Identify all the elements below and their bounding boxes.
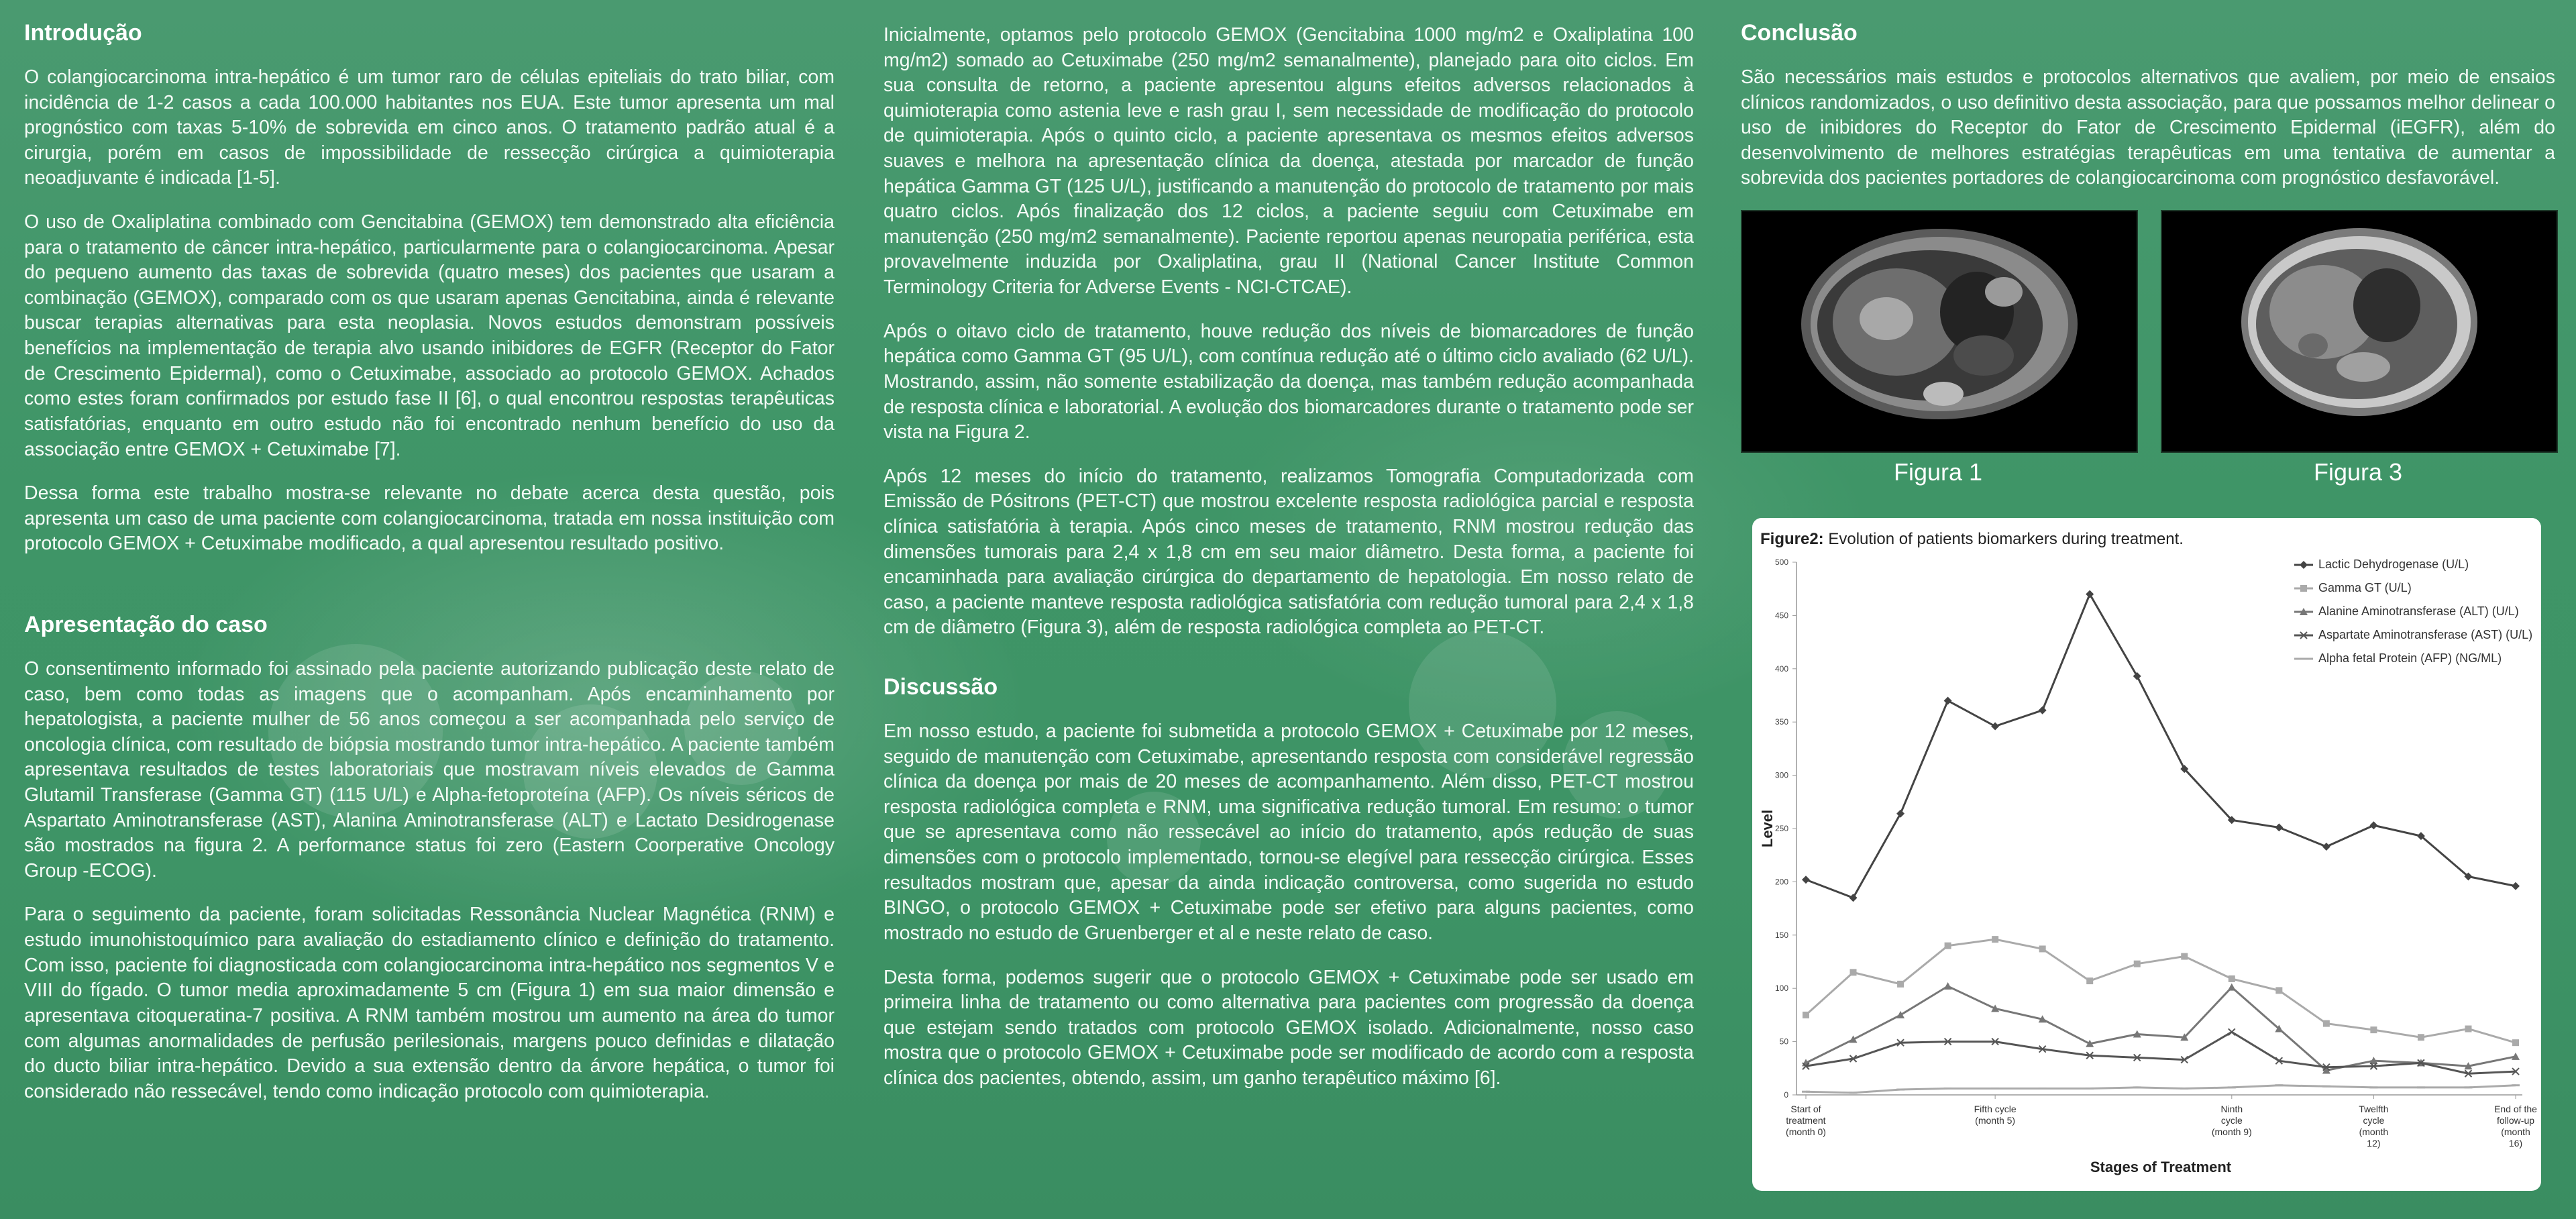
data-point-series-0 bbox=[2369, 821, 2377, 829]
x-tick-label: cycle bbox=[2220, 1115, 2243, 1126]
intro-paragraph-1: O colangiocarcinoma intra-hepático é um tumor raro de células epiteliais do trato biliar, com incidência de 1-2 casos a cada 100.000 habitantes nos EUA. Este tumor apresenta um mal prognóstico com taxas 5-10% de sobrevida em cinco anos. O tratamento padrão atual é a cirurgia, porém em casos de impossibilidade de ressecção cirúrgica a quimioterapia neoadjuvante é indicada [1-5]. bbox=[24, 66, 835, 189]
figure-3-caption: Figura 3 bbox=[2313, 458, 2403, 486]
data-point-series-1 bbox=[2370, 1026, 2377, 1033]
data-point-series-1 bbox=[1992, 936, 1998, 943]
data-point-series-1 bbox=[1850, 969, 1857, 975]
x-tick-label: Start of bbox=[1790, 1104, 1821, 1114]
data-point-series-0 bbox=[1896, 810, 1904, 818]
y-tick-label: 250 bbox=[1774, 824, 1788, 833]
y-tick-label: 0 bbox=[1784, 1090, 1788, 1100]
y-tick-label: 100 bbox=[1774, 984, 1788, 994]
data-point-series-0 bbox=[2086, 590, 2094, 598]
data-point-series-0 bbox=[2275, 823, 2283, 831]
data-point-series-1 bbox=[1803, 1012, 1809, 1018]
data-point-series-0 bbox=[1802, 876, 1810, 884]
series-line-4 bbox=[1806, 1085, 2516, 1093]
x-tick-label: (month bbox=[2359, 1126, 2389, 1137]
y-tick-label: 50 bbox=[1779, 1037, 1788, 1047]
legend-marker bbox=[2300, 585, 2307, 592]
data-point-series-0 bbox=[2322, 843, 2330, 851]
data-point-series-1 bbox=[2418, 1034, 2424, 1041]
data-point-series-1 bbox=[2039, 945, 2046, 952]
x-tick-label: (month 9) bbox=[2211, 1126, 2252, 1137]
section-heading-introducao: Introdução bbox=[24, 20, 142, 46]
y-tick-label: 150 bbox=[1774, 930, 1788, 940]
data-point-series-1 bbox=[2134, 961, 2141, 967]
data-point-series-1 bbox=[2086, 977, 2093, 984]
data-point-series-0 bbox=[1991, 723, 1999, 731]
figure-2-chart bbox=[1752, 518, 2541, 1191]
x-tick-label: Ninth bbox=[2220, 1104, 2243, 1114]
x-tick-label: 16) bbox=[2508, 1138, 2523, 1149]
legend-label: Alpha fetal Protein (AFP) (NG/ML) bbox=[2318, 651, 2502, 665]
data-point-series-1 bbox=[2323, 1020, 2330, 1027]
column-middle bbox=[883, 23, 1694, 1110]
chart-title-label: Figure2: bbox=[1760, 530, 1824, 548]
data-point-series-0 bbox=[1849, 894, 1858, 902]
treatment-paragraph-1: Inicialmente, optamos pelo protocolo GEMOX (Gencitabina 1000 mg/m2 e Oxaliplatina 100 mg/m2) somado ao Cetuximabe (250 mg/m2 semanalmente), planejado para oito ciclos. Em sua consulta de retorno, a paciente apresentou alguns efeitos adversos relacionados à quimioterapia como astenia leve e rash grau I, sem necessidade de modificação do protocolo de quimioterapia. Após o quinto ciclo, a paciente apresentava os mesmos efeitos adversos suaves e melhora na apresentação clínica da doença, atestada por marcador de função hepática Gamma GT (125 U/L), justificando a manutenção do protocolo de tratamento por mais quatro ciclos. Após finalização dos 12 ciclos, a paciente seguiu com Cetuximabe em manutenção (250 mg/m2 semanalmente). Paciente reportou apenas neuropatia periférica, esta provavelmente induzida por Oxaliplatina, grau II (National Cancer Institute Common Terminology Criteria for Adverse Events - NCI-CTCAE). bbox=[883, 24, 1694, 299]
data-point-series-0 bbox=[1944, 696, 1952, 704]
y-axis-label: Level bbox=[1759, 809, 1776, 848]
y-tick-label: 500 bbox=[1774, 558, 1788, 567]
intro-paragraph-2: O uso de Oxaliplatina combinado com Gencitabina (GEMOX) tem demonstrado alta eficiência para o tratamento de câncer intra-hepático, particularmente para o colangiocarcinoma. Apesar do pequeno aumento das taxas de sobrevida (quatro meses) dos pacientes que usaram a combinação (GEMOX), comparado com os que usaram apenas Gencitabina, ainda é relevante buscar terapias alternativas para esta neoplasia. Novos estudos demonstram possíveis benefícios na implementação de terapia alvo usando inibidores de EGFR (Receptor do Fator de Crescimento Epidermal), como o Cetuximabe, associado ao protocolo GEMOX. Achados como estes foram confirmados por estudo fase II [6], o qual encontrou respostas terapêuticas satisfatórias, enquanto em outro estudo não foi encontrado nenhum benefício do uso da associação entre GEMOX + Cetuximabe [7]. bbox=[24, 211, 835, 460]
x-tick-label: (month 0) bbox=[1786, 1126, 1826, 1137]
data-point-series-2 bbox=[1896, 1011, 1904, 1018]
conclusion-paragraph: São necessários mais estudos e protocolos alternativos que avaliem, por meio de ensaios clínicos randomizados, o uso definitivo desta associação, para que possamos melhor delinear o uso de inibidores do Receptor do Fator de Crescimento Epidermal (iEGFR), além do desenvolvimento de melhores estratégias terapêuticas em uma tentativa de aumentar a sobrevida dos pacientes portadores de colangiocarcinoma com prognóstico desfavorável. bbox=[1741, 66, 2555, 189]
column-left bbox=[24, 20, 835, 1123]
data-point-series-1 bbox=[2465, 1026, 2471, 1032]
mri-image-figure-1 bbox=[1741, 210, 2138, 453]
data-point-series-0 bbox=[2133, 672, 2141, 680]
figure-1-caption: Figura 1 bbox=[1893, 458, 1983, 486]
y-tick-label: 450 bbox=[1774, 611, 1788, 621]
figure-3 bbox=[2161, 210, 2555, 486]
discussion-paragraph-1: Em nosso estudo, a paciente foi submetida a protocolo GEMOX + Cetuximabe por 12 meses, seguido de manutenção com Cetuximabe, apresentando resposta com considerável regressão clínica da doença por mais de 20 meses de acompanhamento. Além disso, PET-CT mostrou resposta radiológica completa e RNM, uma significativa redução tumoral. Em resumo: o tumor que se apresentava como não ressecável ao início do tratamento, após redução de suas dimensões com o protocolo implementado, tornou-se elegível para ressecção cirúrgica. Esses resultados mostram que, apesar da ainda indicação controversa, como sugerida no estudo BINGO, o protocolo GEMOX + Cetuximabe pode ser efetivo para alguns pacientes, como mostrado no estudo de Gruenberger et al e neste relato de caso. bbox=[883, 721, 1694, 944]
x-tick-label: 12) bbox=[2367, 1138, 2381, 1149]
chart-svg bbox=[1752, 518, 2541, 1191]
data-point-series-0 bbox=[2512, 882, 2520, 890]
data-point-series-1 bbox=[2512, 1039, 2519, 1046]
data-point-series-1 bbox=[1945, 943, 1951, 949]
legend-label: Aspartate Aminotransferase (AST) (U/L) bbox=[2318, 628, 2533, 641]
case-paragraph-2: Para o seguimento da paciente, foram solicitadas Ressonância Nuclear Magnética (RNM) e estudo imunohistoquímico para avaliação do estadiamento clínico e definição do tratamento. Com isso, paciente foi diagnosticada com colangiocarcinoma intra-hepático nos segmentos V e VIII do fígado. O tumor media aproximadamente 5 cm (Figura 1) em sua maior dimensão e apresentava citoqueratina-7 positiva. A RNM também mostrou um aumento na área do tumor com algumas anormalidades de perfusão perilesionais, margens pouco definidas e dilatação do ducto biliar intra-hepático. Devido a sua extensão dentro da árvore hepática, o tumor foi considerado não ressecável, tendo como indicação protocolo com quimioterapia. bbox=[24, 904, 835, 1102]
data-point-series-1 bbox=[2229, 975, 2235, 982]
y-tick-label: 350 bbox=[1774, 717, 1788, 727]
section-heading-discussao: Discussão bbox=[883, 674, 998, 700]
data-point-series-2 bbox=[1944, 982, 1952, 990]
x-tick-label: (month 5) bbox=[1975, 1115, 2016, 1126]
data-point-series-2 bbox=[2228, 984, 2236, 991]
x-tick-label: follow-up bbox=[2496, 1115, 2535, 1126]
mri-figures bbox=[1741, 210, 2555, 486]
data-point-series-3 bbox=[2229, 1028, 2235, 1035]
section-heading-apresentacao: Apresentação do caso bbox=[24, 611, 268, 637]
case-paragraph-1: O consentimento informado foi assinado pela paciente autorizando publicação deste relato de caso, bem como todas as imagens que o acompanham. Após encaminhamento por hepatologista, a paciente mulher de 56 anos começou a ser acompanhada pelo serviço de oncologia clínica, com resultado de biópsia mostrando tumor intra-hepático. A paciente também apresentava resultados de testes laboratoriais que mostravam níveis elevados de Gamma Glutamil Transferase (Gamma GT) (115 U/L) e Alpha-fetoproteína (AFP). Os níveis séricos de Aspartato Aminotransferase (AST), Alanina Aminotransferase (ALT) e Lactato Desidrogenase são mostrados na figura 2. A performance status foi zero (Eastern Coorperative Oncology Group -ECOG). bbox=[24, 657, 835, 882]
legend-marker bbox=[2300, 561, 2308, 569]
intro-paragraph-3: Dessa forma este trabalho mostra-se relevante no debate acerca desta questão, pois apresenta um caso de uma paciente com colangiocarcinoma, tratada em nossa instituição com protocolo GEMOX + Cetuximabe modificado, a qual apresentou resultado positivo. bbox=[24, 482, 835, 555]
mri-image-figure-3 bbox=[2161, 210, 2558, 453]
x-tick-label: cycle bbox=[2363, 1115, 2385, 1126]
y-tick-label: 300 bbox=[1774, 770, 1788, 780]
data-point-series-1 bbox=[2275, 987, 2282, 994]
x-tick-label: Twelfth bbox=[2359, 1104, 2389, 1114]
x-tick-label: treatment bbox=[1786, 1115, 1826, 1126]
x-tick-label: End of the bbox=[2494, 1104, 2537, 1114]
series-line-3 bbox=[1806, 1032, 2516, 1073]
x-tick-label: Fifth cycle bbox=[1974, 1104, 2017, 1114]
series-line-1 bbox=[1806, 939, 2516, 1043]
x-axis-label: Stages of Treatment bbox=[2090, 1159, 2232, 1175]
y-tick-label: 200 bbox=[1774, 877, 1788, 887]
chart-title bbox=[1760, 530, 2184, 549]
x-tick-label: (month bbox=[2501, 1126, 2530, 1137]
section-heading-conclusao: Conclusão bbox=[1741, 20, 1858, 46]
legend-label: Alanine Aminotransferase (ALT) (U/L) bbox=[2318, 604, 2519, 618]
data-point-series-0 bbox=[2039, 706, 2047, 714]
legend-label: Gamma GT (U/L) bbox=[2318, 581, 2412, 594]
data-point-series-1 bbox=[1897, 981, 1904, 988]
treatment-paragraph-3: Após 12 meses do início do tratamento, realizamos Tomografia Computadorizada com Emissão de Pósitrons (PET-CT) que mostrou excelente resposta radiológica parcial e resposta clínica satisfatória à terapia. Após cinco meses de tratamento, RNM mostrou redução das dimensões tumorais para 2,4 x 1,8 cm em seu maior diâmetro. Desta forma, a paciente foi encaminhada para avaliação cirúrgica do departamento de hepatologia. Em nosso relato de caso, a paciente manteve resposta radiológica satisfatória com redução tumoral para 2,4 x 1,8 cm de diâmetro (Figura 3), além de resposta radiológica completa ao PET-CT. bbox=[883, 465, 1694, 639]
treatment-paragraph-2: Após o oitavo ciclo de tratamento, houve redução dos níveis de biomarcadores de função hepática como Gamma GT (95 U/L), com contínua redução até o último ciclo avaliado (62 U/L). Mostrando, assim, não somente estabilização da doença, mas também redução acompanhada de resposta clínica e laboratorial. A evolução dos biomarcadores durante o tratamento pode ser vista na Figura 2. bbox=[883, 320, 1694, 443]
legend-label: Lactic Dehydrogenase (U/L) bbox=[2318, 558, 2469, 571]
figure-1 bbox=[1741, 210, 2135, 486]
data-point-series-1 bbox=[2181, 953, 2188, 960]
y-tick-label: 400 bbox=[1774, 664, 1788, 674]
chart-title-text: Evolution of patients biomarkers during treatment. bbox=[1823, 530, 2184, 548]
discussion-paragraph-2: Desta forma, podemos sugerir que o protocolo GEMOX + Cetuximabe pode ser usado em primeira linha de tratamento ou como alternativa para pacientes com progressão da doença que estejam sendo tratados com protocolo GEMOX isolado. Adicionalmente, nosso caso mostra que o protocolo GEMOX + Cetuximabe pode ser modificado de acordo com a resposta clínica dos pacientes, obtendo, assim, um ganho terapêutico máximo [6]. bbox=[883, 966, 1694, 1089]
column-right bbox=[1741, 20, 2555, 486]
